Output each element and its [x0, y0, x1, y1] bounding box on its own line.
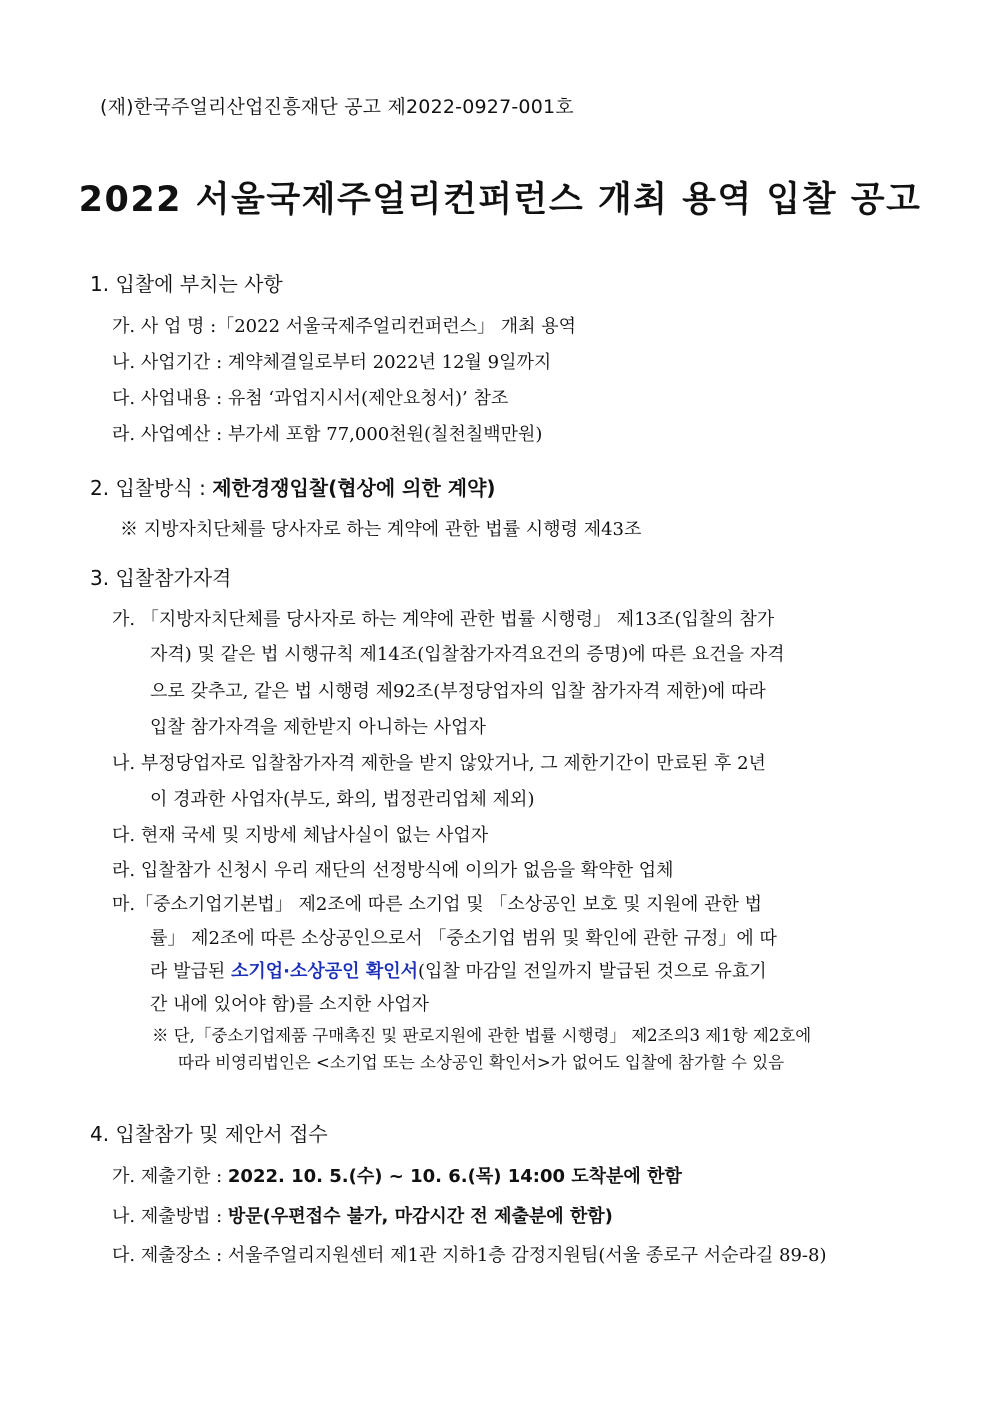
s3-item-a-line3: 으로 갖추고, 같은 법 시행령 제92조(부정당업자의 입찰 참가자격 제한)에 따라 [150, 681, 766, 702]
s1-item-d: 라. 사업예산 : 부가세 포함 77,000천원(칠천칠백만원) [112, 424, 543, 445]
s2-note: ※ 지방자치단체를 당사자로 하는 계약에 관한 법률 시행령 제43조 [120, 519, 642, 540]
s4-submission-deadline: 2022. 10. 5.(수) ~ 10. 6.(목) 14:00 도착분에 한함 [227, 1166, 682, 1187]
s3-item-c: 다. 현재 국세 및 지방세 체납사실이 없는 사업자 [112, 825, 489, 846]
s3-item-a-line2: 자격) 및 같은 법 시행규칙 제14조(입찰참가자격요건의 증명)에 따른 요건을 자격 [150, 644, 785, 665]
s3-item-a-line4: 입찰 참가자격을 제한받지 아니하는 사업자 [150, 717, 486, 738]
notice-number: (재)한국주얼리산업진흥재단 공고 제2022-0927-001호 [100, 96, 574, 118]
s3-note-line2: 따라 비영리법인은 <소기업 또는 소상공인 확인서>가 없어도 입찰에 참가할 수 있음 [178, 1053, 785, 1072]
s3-item-b-line2: 이 경과한 사업자(부도, 화의, 법정관리업체 제외) [150, 789, 535, 810]
s1-item-a: 가. 사 업 명 :「2022 서울국제주얼리컨퍼런스」 개최 용역 [112, 316, 577, 337]
s4-item-b-label: 나. 제출방법 : [112, 1206, 228, 1227]
s3-item-e-line3-post: (입찰 마감일 전일까지 발급된 것으로 유효기 [417, 961, 767, 982]
s3-item-e-line3-pre: 라 발급된 [150, 961, 231, 982]
s3-item-e-line4: 간 내에 있어야 함)를 소지한 사업자 [150, 994, 430, 1015]
s1-item-b: 나. 사업기간 : 계약체결일로부터 2022년 12월 9일까지 [112, 352, 552, 373]
section-1-heading: 1. 입찰에 부치는 사항 [90, 272, 283, 296]
s2-heading-prefix: 2. 입찰방식 : [90, 476, 213, 500]
s3-item-e-line3 [150, 957, 767, 983]
s3-item-b-line1: 나. 부정당업자로 입찰참가자격 제한을 받지 않았거나, 그 제한기간이 만료된 후 2년 [112, 753, 766, 774]
s3-item-e-line2: 률」 제2조에 따른 소상공인으로서 「중소기업 범위 및 확인에 관한 규정」에 따 [150, 928, 777, 949]
s4-submission-method: 방문(우편접수 불가, 마감시간 전 제출분에 한함) [227, 1206, 613, 1227]
section-3-heading: 3. 입찰참가자격 [90, 566, 232, 590]
page-title: 2022 서울국제주얼리컨퍼런스 개최 용역 입찰 공고 [78, 180, 922, 220]
s3-item-d: 라. 입찰참가 신청시 우리 재단의 선정방식에 이의가 없음을 확약한 업체 [112, 860, 674, 881]
s2-heading-bold: 제한경쟁입찰(협상에 의한 계약) [212, 476, 496, 500]
section-4-heading: 4. 입찰참가 및 제안서 접수 [90, 1122, 328, 1146]
s4-item-a [112, 1162, 682, 1188]
s4-item-b [112, 1202, 613, 1228]
section-2-heading [90, 472, 496, 501]
s4-item-c: 다. 제출장소 : 서울주얼리지원센터 제1관 지하1층 감정지원팀(서울 종로구 서순라길 89-8) [112, 1245, 827, 1266]
s1-item-c: 다. 사업내용 : 유첨 ‘과업지시서(제안요청서)’ 참조 [112, 388, 509, 409]
s3-note-line1: ※ 단,「중소기업제품 구매촉진 및 판로지원에 관한 법률 시행령」 제2조의3 제1항 제2호에 [152, 1026, 812, 1045]
s4-item-a-label: 가. 제출기한 : [112, 1166, 228, 1187]
s3-item-a-line1: 가. 「지방자치단체를 당사자로 하는 계약에 관한 법률 시행령」 제13조(입찰의 참가 [112, 609, 775, 630]
s3-item-e-line1: 마.「중소기업기본법」 제2조에 따른 소기업 및 「소상공인 보호 및 지원에 관한 법 [112, 894, 763, 915]
small-business-certificate-highlight: 소기업·소상공인 확인서 [231, 961, 418, 982]
